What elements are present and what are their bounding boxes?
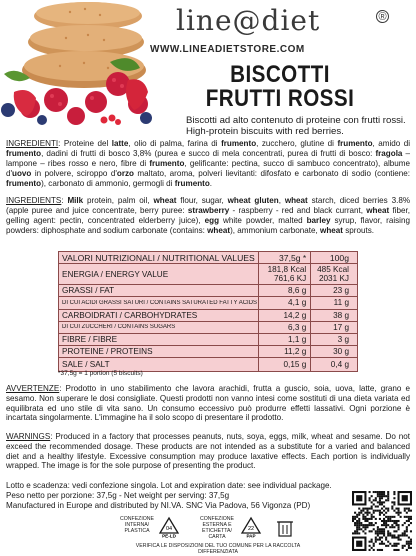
- ingredient-text: : Proteine del: [58, 139, 112, 148]
- inner-code-number: 04: [165, 526, 173, 532]
- nutrient-label: SALE / SALT: [62, 359, 110, 369]
- allergen-highlight: wheat gluten: [227, 196, 279, 205]
- ingredients-italian: [6, 139, 410, 189]
- ingredient-text: .: [209, 179, 213, 188]
- ingredient-text: , zucchero, glutine di: [256, 139, 338, 148]
- ingredient-text: - raspberry - red and black currant,: [229, 206, 367, 215]
- nutrition-row: [59, 285, 357, 297]
- nutrition-row: [59, 346, 357, 358]
- ingredient-text: protein, palm oil,: [83, 196, 154, 205]
- nutrient-label: DI CUI ZUCCHERI / CONTAINS SUGARS: [62, 324, 176, 331]
- net-weight-line: Peso netto per porzione: 37,5g - Net weight per serving: 37,5g: [6, 490, 230, 500]
- allergen-highlight: fragola: [375, 149, 403, 158]
- nutrition-row: [59, 334, 357, 346]
- nutrient-label: ENERGIA / ENERGY VALUE: [62, 269, 169, 279]
- product-title-line2: FRUTTI ROSSI: [205, 85, 355, 112]
- recycle-triangle-icon-pe-ld: [158, 516, 180, 538]
- qr-code[interactable]: [352, 491, 412, 551]
- ingredient-text: white powder, malted: [219, 216, 307, 225]
- ingredient-text: sprouts.: [343, 226, 375, 235]
- nutrition-table: [58, 251, 358, 372]
- ingredient-text: starch, diced berries 3.8% (apple puree and juice concentrate, berry puree:: [6, 196, 411, 215]
- allergen-highlight: uovo: [12, 169, 32, 178]
- allergen-highlight: orzo: [116, 169, 134, 178]
- outer-code-material: PAP: [246, 533, 256, 538]
- nutrition-header-portion: 37,5g *: [258, 252, 312, 263]
- brand-logo: line@diet: [176, 4, 321, 37]
- ingredient-text: fiber, gelling agent: pectin, concentrated elderberry juice),: [6, 206, 410, 225]
- nutrition-rows: [59, 264, 357, 370]
- allergen-highlight: wheat: [207, 226, 231, 235]
- nutrient-label: DI CUI ACIDI GRASSI SATURI / CONTAINS SATURATED FATTY ACIDS: [62, 299, 258, 306]
- ingredients-label-it: INGREDIENTI: [6, 139, 59, 148]
- outer-pack-label: CONFEZIONE ESTERNA E ETICHETTA/ CARTA: [200, 516, 235, 540]
- ingredients-label-en: INGREDIENTS: [6, 196, 62, 205]
- inner-code-material: PE-LD: [162, 533, 176, 538]
- nutrition-row: [59, 322, 357, 334]
- allergen-highlight: frumento: [149, 159, 185, 168]
- product-title: [203, 63, 358, 111]
- nutrition-header-row: [59, 252, 357, 264]
- lot-expiry-line: Lotto e scadenza: vedi confezione singola. Lot and expiration date: see individual package.: [6, 481, 332, 490]
- nutrition-row: [59, 358, 357, 370]
- nutrient-value-per100: 30 g: [333, 347, 349, 357]
- nutrition-row: [59, 310, 357, 322]
- nutrient-label: CARBOIDRATI / CARBOHYDRATES: [62, 310, 198, 320]
- ingredients-english: [6, 196, 410, 236]
- nutrition-header-per100: 100g: [329, 252, 349, 263]
- allergen-highlight: frumento: [337, 139, 373, 148]
- nutrition-row: [59, 264, 357, 285]
- lot-info: [6, 481, 332, 510]
- description-en: High-protein biscuits with red berries.: [186, 125, 344, 137]
- warnings-text-it: : Prodotto in uno stabilimento che lavora arachidi, frutta a guscio, soia, uova, latte, grano e sesamo. Non superare le dosi consigliate. Questi prodotti non vanno intesi come sostituti di una dieta variata ed equilibrata ed uno stile di vita sano. Un consumo eccessivo può produrre effetti lassativi. Ogni porzione è incartata singolarmente. L'immagine ha il solo scopo di presentare il prodotto.: [6, 384, 410, 423]
- recycle-bin-icon: [274, 518, 296, 538]
- nutrition-row: [59, 297, 357, 309]
- nutrient-value-per100: 485 Kcal 2031 KJ: [317, 265, 349, 284]
- nutrient-value-portion: 11,2 g: [258, 346, 312, 357]
- warnings-text-en: : Produced in a factory that processes peanuts, nuts, soya, eggs, milk, wheat and sesame. Do not exceed the recommended dosage. These products are not intended as a substitute for a varied and balanced diet and a healthy lifestyle. Excessive consumption may produce laxative effects. Each portion is individually wrapped. The image is for the sole purpose of presenting the product.: [6, 432, 410, 471]
- registered-mark: ®: [376, 10, 389, 23]
- nutrient-value-portion: 4,1 g: [258, 297, 312, 308]
- allergen-highlight: latte: [111, 139, 129, 148]
- product-title-line1: BISCOTTI: [230, 61, 330, 88]
- allergen-highlight: wheat: [320, 226, 343, 235]
- warnings-label-it: AVVERTENZE: [6, 384, 60, 393]
- ingredient-text: , olio di palma, farina di: [128, 139, 222, 148]
- nutrient-value-per100: 3 g: [337, 335, 349, 345]
- ingredient-text: , gelificante: pectina, succo di sambuco concentrato), albume d': [6, 159, 410, 178]
- recycling-verify-note: VERIFICA LE DISPOSIZIONI DEL TUO COMUNE PER LA RACCOLTA DIFFERENZIATA: [135, 543, 301, 555]
- allergen-highlight: frumento: [174, 179, 210, 188]
- allergen-highlight: wheat: [366, 206, 390, 215]
- product-description: [186, 116, 406, 137]
- ingredient-text: flour, sugar,: [176, 196, 228, 205]
- portion-footnote: *37,5g = 1 portion (5 biscuits): [58, 370, 143, 377]
- nutrient-value-per100: 11 g: [333, 298, 349, 308]
- allergen-highlight: wheat: [153, 196, 177, 205]
- nutrient-value-per100: 23 g: [333, 286, 349, 296]
- nutrient-value-portion: 14,2 g: [258, 310, 312, 321]
- outer-code-number: 22: [247, 526, 255, 532]
- nutrient-value-portion: 8,6 g: [258, 285, 312, 296]
- inner-pack-label: CONFEZIONE INTERNA/ PLASTICA: [120, 516, 155, 534]
- ingredient-text: ), ammonium carbonate,: [230, 226, 321, 235]
- ingredient-text: – lampone – ribes rosso e nero, fibre di: [6, 149, 410, 168]
- nutrient-value-portion: 0,15 g: [258, 358, 312, 370]
- ingredient-text: syrup, flavor, raising powders: diphosphate and sodium carbonate (contains:: [6, 216, 410, 235]
- allergen-highlight: Milk: [67, 196, 84, 205]
- nutrient-value-per100: 0,4 g: [330, 359, 349, 369]
- allergen-highlight: frumento: [221, 139, 257, 148]
- ingredient-text: maltato, aroma, polveri lievitanti: difosfato e carbonato di sodio (contiene:: [133, 169, 410, 178]
- ingredient-text: , amido di: [372, 139, 411, 148]
- ingredients-text-it: [6, 139, 410, 188]
- ingredient-text: :: [61, 196, 68, 205]
- ingredient-text: ), carbonato di ammonio, germogli di: [41, 179, 175, 188]
- nutrient-value-portion: 181,8 Kcal 761,6 KJ: [258, 264, 312, 284]
- nutrient-label: FIBRE / FIBRE: [62, 335, 118, 345]
- ingredient-text: ,: [278, 196, 285, 205]
- warnings-italian: [6, 384, 410, 423]
- allergen-highlight: wheat: [284, 196, 308, 205]
- ingredient-text: , dadini di frutti di bosco 3,8% (purea e succo di mela concentrati, purea di frutti di bosco:: [41, 149, 376, 158]
- nutrient-value-portion: 1,1 g: [258, 334, 312, 345]
- ingredient-text: in polvere, sciroppo d': [31, 169, 117, 178]
- nutrient-label: PROTEINE / PROTEINS: [62, 347, 153, 357]
- website-url[interactable]: WWW.LINEADIETSTORE.COM: [150, 44, 305, 55]
- recycle-triangle-icon-pap: [240, 516, 262, 538]
- allergen-highlight: frumento: [6, 149, 42, 158]
- warnings-label-en: WARNINGS: [6, 432, 51, 441]
- warnings-english: [6, 432, 410, 471]
- allergen-highlight: egg: [204, 216, 220, 225]
- recycling-info: [118, 516, 318, 556]
- nutrient-value-per100: 17 g: [333, 322, 349, 332]
- allergen-highlight: barley: [306, 216, 331, 225]
- ingredients-text-en: [6, 196, 410, 235]
- nutrient-value-per100: 38 g: [333, 310, 349, 320]
- allergen-highlight: frumento: [6, 179, 42, 188]
- nutrient-label: GRASSI / FAT: [62, 286, 115, 296]
- allergen-highlight: strawberry: [187, 206, 230, 215]
- manufacturer-line: Manufactured in Europe and distributed by NI.VA. SNC Via Padova, 56 Vigonza (PD): [6, 500, 311, 510]
- nutrition-header-label: VALORI NUTRIZIONALI / NUTRITIONAL VALUES: [62, 252, 255, 263]
- description-it: Biscotti ad alto contenuto di proteine con frutti rossi.: [186, 115, 406, 126]
- nutrient-value-portion: 6,3 g: [258, 322, 312, 333]
